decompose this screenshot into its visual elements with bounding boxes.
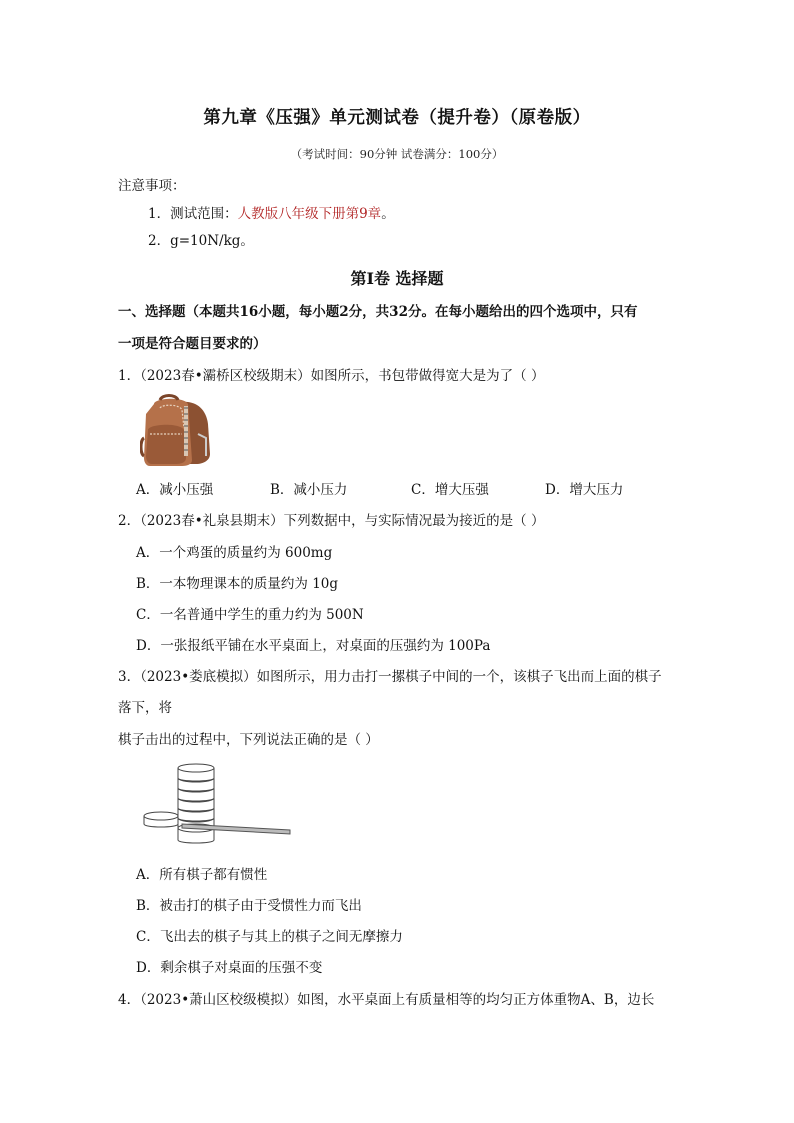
section-instruction-line-1: 一、选择题（本题共16小题，每小题2分，共32分。在每小题给出的四个选项中，只有	[118, 304, 638, 320]
q1-option-a[interactable]: A．减小压强	[136, 482, 214, 498]
section-instruction-line-2: 一项是符合题目要求的）	[118, 336, 267, 352]
notes-item-2: 2．g=10N/kg。	[148, 233, 254, 249]
q3-stem-line-3: 棋子击出的过程中，下列说法正确的是（ ）	[118, 732, 379, 748]
q1-stem: 1．（2023春•灞桥区校级期末）如图所示，书包带做得宽大是为了（ ）	[118, 368, 545, 384]
q3-option-a[interactable]: A．所有棋子都有惯性	[136, 867, 268, 883]
notes-item-1-prefix: 1．测试范围：	[148, 206, 238, 222]
q2-option-d[interactable]: D．一张报纸平铺在水平桌面上，对桌面的压强约为 100Pa	[136, 638, 491, 654]
notes-heading: 注意事项：	[118, 178, 186, 194]
chess-stack-image	[140, 762, 294, 850]
q1-option-c[interactable]: C．增大压强	[411, 482, 489, 498]
q2-stem: 2．（2023春•礼泉县期末）下列数据中，与实际情况最为接近的是（ ）	[118, 513, 545, 529]
notes-item-1-highlight: 人教版八年级下册第9章	[237, 206, 382, 222]
q3-stem-line-1: 3．（2023•娄底模拟）如图所示，用力击打一摞棋子中间的一个，该棋子飞出而上面的棋子	[118, 669, 662, 685]
q1-option-d[interactable]: D．增大压力	[545, 482, 624, 498]
q2-option-b[interactable]: B．一本物理课本的质量约为 10g	[136, 576, 339, 592]
q2-option-a[interactable]: A．一个鸡蛋的质量约为 600mg	[136, 545, 333, 561]
q2-option-c[interactable]: C．一名普通中学生的重力约为 500N	[136, 607, 364, 623]
q3-option-b[interactable]: B．被击打的棋子由于受惯性力而飞出	[136, 898, 362, 914]
section-title: 第Ⅰ卷 选择题	[350, 269, 444, 288]
q4-stem-line-1: 4．（2023•萧山区校级模拟）如图，水平桌面上有质量相等的均匀正方体重物A、B，边长	[118, 992, 655, 1008]
q1-option-b[interactable]: B．减小压力	[270, 482, 348, 498]
q3-option-c[interactable]: C．飞出去的棋子与其上的棋子之间无摩擦力	[136, 929, 403, 945]
q3-stem-line-2: 落下，将	[118, 700, 172, 716]
notes-item-1	[148, 204, 395, 224]
q3-option-d[interactable]: D．剩余棋子对桌面的压强不变	[136, 960, 323, 976]
exam-subtitle: （考试时间：90分钟 试卷满分：100分）	[290, 147, 504, 161]
notes-item-1-suffix: 。	[381, 206, 395, 222]
exam-title: 第九章《压强》单元测试卷（提升卷）（原卷版）	[203, 108, 591, 128]
backpack-image	[140, 394, 214, 468]
